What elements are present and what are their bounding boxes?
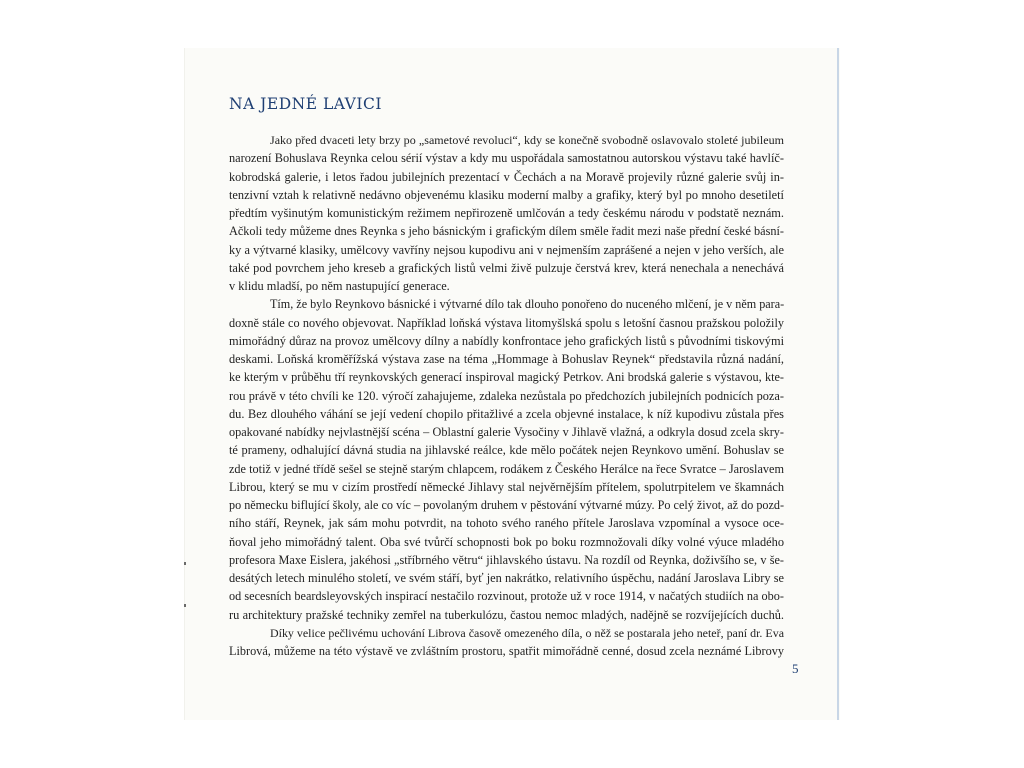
paragraph-2-line: profesora Maxe Eislera, jakéhosi „stříbrného větru“ jihlavského ústavu. Na rozdíl od Reynka, doživšího se, v še-	[229, 552, 784, 567]
paragraph-1-line: Ačkoli tedy můžeme dnes Reynka s jeho básnickým i grafickým dílem směle řadit mezi naše přední české básní-	[229, 224, 784, 239]
paragraph-1-line: také pod povrchem jeho kreseb a grafických listů velmi živě pulzuje čerstvá krev, která nenechala a nenechává	[229, 260, 784, 275]
paragraph-1-line: kobrodská galerie, i letos řadou jubilejních prezentací v Čechách a na Moravě projevily různé galerie svůj in-	[229, 169, 784, 184]
scan-mark	[184, 562, 186, 565]
body-text	[229, 131, 784, 660]
paragraph-2-line: du. Bez dlouhého váhání se její vedení chopilo přitažlivé a zcela objevné instalace, k níž kupodivu zůstala přes	[229, 406, 784, 421]
paragraph-2-line: po německu biflující školy, ale co víc – povolaným druhem v pěstování výtvarné múzy. Po celý život, až do pozd-	[229, 498, 784, 512]
paragraph-2-line: od secesních beardsleyovských inspirací nestačilo rozvinout, protože už v roce 1914, v načatých studiích na obo-	[229, 589, 784, 604]
paragraph-2-line: ru architektury pražské techniky zemřel na tuberkulózu, častou nemoc mladých, nadějně se rozvíjejících duchů.	[229, 607, 784, 622]
paragraph-2-line: ňoval jeho mimořádný talent. Oba své tvůrčí schopnosti bok po boku rozmnožovali díky volné výuce mladého	[229, 534, 784, 549]
sheet-right-edge	[837, 48, 839, 720]
paragraph-2-line: deskami. Loňská kroměřížská výstava zase na téma „Hommage à Bohuslav Reynek“ představila různá nadání,	[229, 352, 784, 366]
paragraph-1-line: narození Bohuslava Reynka celou sérií výstav a kdy mu uspořádala samostatnou autorskou výstavu také havlíč-	[229, 151, 784, 166]
paragraph-2-line: ke kterým v průběhu tří reynkovských generací inspiroval magický Petrkov. Ani brodská galerie s výstavou, kte-	[229, 370, 784, 385]
paragraph-1-line: předtím vyšinutým komunistickým režimem nepřirozeně umlčován a tedy českému národu v podstatě neznám.	[229, 206, 784, 220]
paragraph-2-line: Librou, který se mu v cizím prostředí německé Jihlavy stal nejvěrnějším přítelem, spolutrpitelem ve škamnách	[229, 479, 784, 494]
paragraph-1-line: tenzivní vztah k relativně nedávno objevenému klasiku moderní malby a grafiky, který byl po mnoho desetiletí	[229, 187, 784, 202]
paragraph-1-line: v klidu mladší, po něm nastupující generace.	[229, 279, 450, 293]
paragraph-2-line: doxně stále co nového objevovat. Například loňská výstava litomyšlská spolu s letošní časnou pražskou položily	[229, 315, 784, 330]
sheet-left-edge	[184, 48, 185, 720]
page-title: NA JEDNÉ LAVICI	[229, 95, 382, 113]
paragraph-2-line: mimořádný důraz na provoz umělcovy dílny a nabídly konfrontace jeho grafických listů s původními tiskovými	[229, 333, 784, 348]
paragraph-3-line: Librová, můžeme na této výstavě ve zvláštním prostoru, spatřit mimořádně cenné, dosud zcela neznámé Librovy	[229, 644, 784, 658]
paragraph-3-line: Díky velice pečlivému uchování Librova časově omezeného díla, o něž se postarala jeho neteř, paní dr. Eva	[270, 625, 784, 640]
paragraph-2-line: Tím, že bylo Reynkovo básnické i výtvarné dílo tak dlouho ponořeno do nuceného mlčení, je v něm para-	[270, 297, 785, 312]
scan-mark	[184, 604, 186, 607]
paragraph-2-line: desátých letech minulého století, ve svém stáří, byť jen nakrátko, relativního úspěchu, nadání Jaroslava Libry se	[229, 571, 784, 585]
page-number: 5	[792, 661, 799, 676]
paragraph-2-line: ního stáří, Reynek, jak sám mohu potvrdit, na tohoto svého raného přítele Jaroslava vzpomínal a vysoce oce-	[229, 516, 784, 531]
paragraph-2-line: opakované nabídky nejvlastnější scéna – Oblastní galerie Vysočiny v Jihlavě vlažná, a odkryla dosud zcela skry-	[229, 425, 784, 439]
paragraph-2-line: rou právě v této chvíli ke 120. výročí zahajujeme, zdaleka nezůstala po předchozích jubilejních podnicích poza-	[229, 388, 784, 403]
paragraph-2-line: zde totiž v jedné třídě sešel se stejně starým chlapcem, rodákem z Českého Herálce na řece Svratce – Jaroslavem	[229, 461, 784, 476]
paragraph-1-line: Jako před dvaceti lety brzy po „sametové revoluci“, kdy se konečně svobodně oslavovalo stoleté jubileum	[270, 133, 784, 147]
paragraph-2-line: té prameny, odhalující dávná studia na jihlavské reálce, kde mělo počátek nejen Reynkovo umění. Bohuslav se	[229, 443, 784, 458]
paragraph-1-line: ky a výtvarné klasiky, umělcovy vavříny nejsou kupodivu ani v nejmenším zaprášené a nejen v jeho verších, ale	[229, 242, 784, 257]
